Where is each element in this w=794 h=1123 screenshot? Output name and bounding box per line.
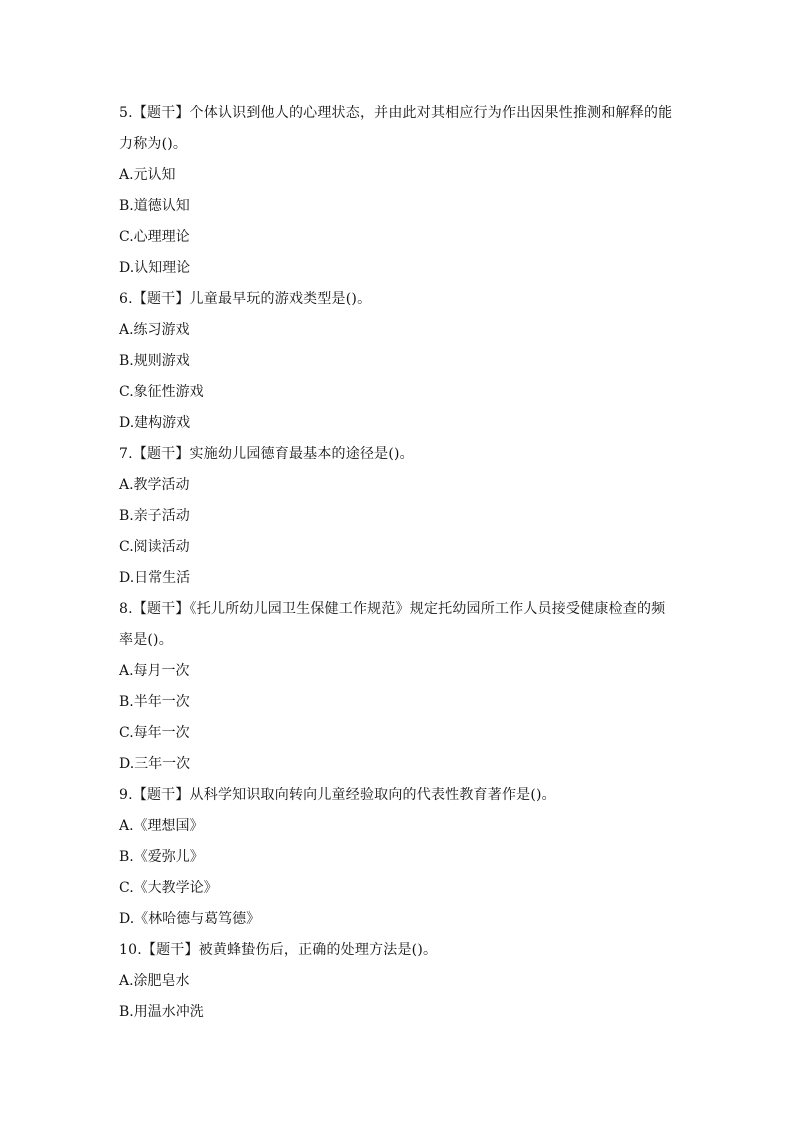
question-stem-line: 7.【题干】实施幼儿园德育最基本的途径是()。 — [119, 446, 414, 462]
question-stem — [119, 780, 679, 811]
question-stem-line: 率是()。 — [119, 632, 173, 648]
option-b: B.《爱弥儿》 — [119, 849, 204, 865]
option-b: B.用温水冲洗 — [119, 1004, 204, 1020]
question-5 — [119, 98, 679, 284]
option-d: D.认知理论 — [119, 260, 191, 276]
option-b: B.道德认知 — [119, 198, 190, 214]
option-d: D.建构游戏 — [119, 415, 191, 431]
question-stem-line: 5.【题干】个体认识到他人的心理状态，并由此对其相应行为作出因果性推测和解释的能 — [119, 105, 673, 121]
question-7 — [119, 439, 679, 594]
option-a: A.《理想国》 — [119, 818, 204, 834]
option-b: B.规则游戏 — [119, 353, 190, 369]
option-a: A.练习游戏 — [119, 322, 190, 338]
question-stem-line: 8.【题干】《托儿所幼儿园卫生保健工作规范》规定托幼园所工作人员接受健康检查的频 — [119, 601, 666, 617]
option-a: A.教学活动 — [119, 477, 190, 493]
question-stem — [119, 284, 679, 315]
option-a: A.元认知 — [119, 167, 176, 183]
option-d: D.三年一次 — [119, 756, 191, 772]
question-stem — [119, 935, 679, 966]
question-10 — [119, 935, 679, 1028]
question-stem-line: 10.【题干】被黄蜂蛰伤后，正确的处理方法是()。 — [119, 942, 438, 958]
option-c: C.《大教学论》 — [119, 880, 218, 896]
option-d: D.《林哈德与葛笃德》 — [119, 911, 261, 927]
question-9 — [119, 780, 679, 935]
option-d: D.日常生活 — [119, 570, 191, 586]
question-6 — [119, 284, 679, 439]
option-b: B.亲子活动 — [119, 508, 190, 524]
option-c: C.阅读活动 — [119, 539, 190, 555]
question-stem-line: 9.【题干】从科学知识取向转向儿童经验取向的代表性教育著作是()。 — [119, 787, 556, 803]
option-c: C.象征性游戏 — [119, 384, 204, 400]
option-c: C.每年一次 — [119, 725, 190, 741]
option-a: A.涂肥皂水 — [119, 973, 190, 989]
question-stem — [119, 439, 679, 470]
option-b: B.半年一次 — [119, 694, 190, 710]
question-8 — [119, 594, 679, 780]
question-stem-line: 6.【题干】儿童最早玩的游戏类型是()。 — [119, 291, 372, 307]
question-stem — [119, 98, 679, 160]
exam-page — [119, 98, 679, 1028]
question-stem — [119, 594, 679, 656]
option-a: A.每月一次 — [119, 663, 190, 679]
question-stem-line: 力称为()。 — [119, 136, 188, 152]
option-c: C.心理理论 — [119, 229, 190, 245]
